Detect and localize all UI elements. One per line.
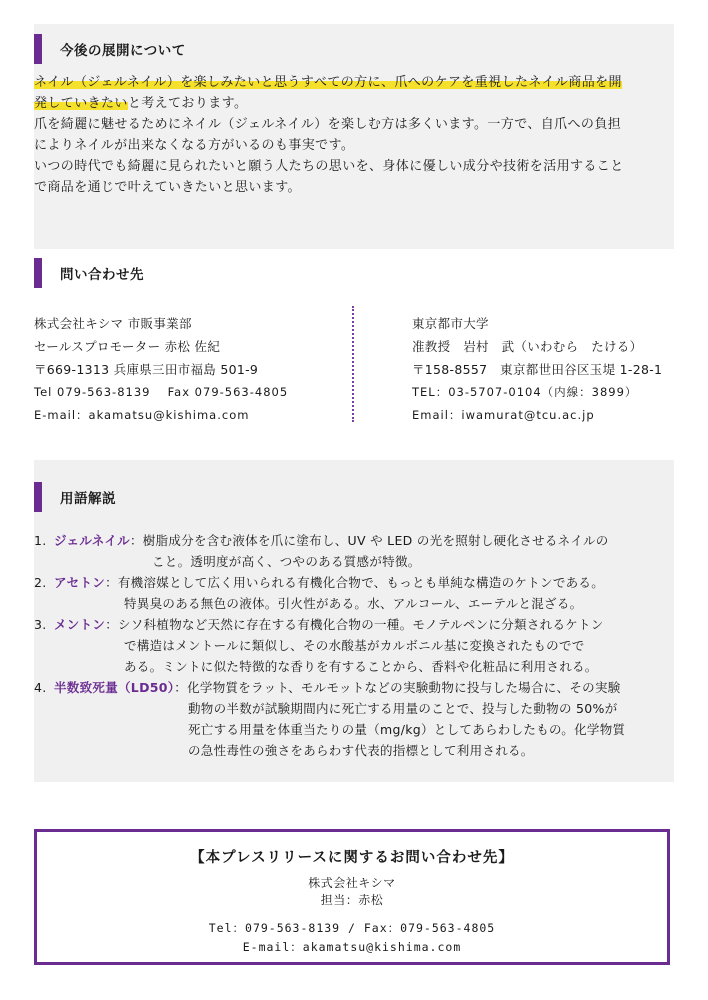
glossary-term: 半数致死量（LD50） bbox=[54, 680, 175, 695]
glossary-def: 特異臭のある無色の液体。引火性がある。水、アルコール、エーテルと混ざる。 bbox=[124, 596, 583, 611]
glossary-def: ：有機溶媒として広く用いられる有機化合物で、もっとも単純な構造のケトンである。 bbox=[105, 575, 605, 590]
glossary-def: 死亡する用量を体重当たりの量（mg/kg）としてあらわしたもの。化学物質 bbox=[188, 722, 626, 737]
glossary-num: 1. bbox=[34, 533, 47, 548]
glossary-heading-row bbox=[34, 482, 116, 512]
inquiry-box bbox=[34, 829, 670, 965]
glossary-num: 4. bbox=[34, 680, 47, 695]
contact-person: セールスプロモーター 赤松 佐紀 bbox=[34, 339, 221, 354]
contact-right bbox=[412, 312, 662, 427]
section-marker bbox=[34, 482, 42, 512]
contact-company: 株式会社キシマ 市販事業部 bbox=[34, 316, 192, 331]
glossary-def: で構造はメントールに類似し、その水酸基がカルボニル基に変換されたものでで bbox=[124, 638, 585, 653]
contact-person: 准教授 岩村 武（いわむら たける） bbox=[412, 339, 643, 354]
glossary-def: ：化学物質をラット、モルモットなどの実験動物に投与した場合に、その実験 bbox=[174, 680, 621, 695]
inquiry-title: 【本プレスリリースに関するお問い合わせ先】 bbox=[190, 850, 514, 866]
glossary-def: こと。透明度が高く、つやのある質感が特徴。 bbox=[152, 554, 421, 569]
contact-phone: TEL：03-5707-0104（内線：3899） bbox=[412, 385, 638, 399]
paragraph-line: で商品を通じで叶えていきたいと思います。 bbox=[34, 180, 301, 195]
glossary-item bbox=[34, 572, 674, 614]
contact-address: 〒158-8557 東京都世田谷区玉堤 1-28-1 bbox=[412, 362, 663, 377]
glossary-heading: 用語解説 bbox=[60, 491, 116, 507]
glossary-def: ：シソ科植物など天然に存在する有機化合物の一種。モノテルペンに分類されるケトン bbox=[105, 617, 604, 632]
glossary-def: ある。ミントに似た特徴的な香りを有することから、香料や化粧品に利用される。 bbox=[124, 659, 598, 674]
glossary-num: 3. bbox=[34, 617, 47, 632]
inquiry-email-link[interactable]: E-mail：akamatsu@kishima.com bbox=[242, 940, 462, 954]
glossary-num: 2. bbox=[34, 575, 47, 590]
paragraph-line: 爪を綺麗に魅せるためにネイル（ジェルネイル）を楽しむ方は多くいます。一方で、自爪への負担 bbox=[34, 117, 622, 132]
development-heading-row bbox=[34, 34, 186, 64]
glossary-item bbox=[34, 530, 674, 572]
section-marker bbox=[34, 34, 42, 64]
glossary-term: アセトン bbox=[54, 575, 106, 590]
development-heading: 今後の展開について bbox=[60, 43, 186, 59]
section-marker bbox=[34, 258, 42, 288]
inquiry-company: 株式会社キシマ bbox=[308, 876, 396, 890]
contact-org: 東京都市大学 bbox=[412, 316, 489, 331]
development-text bbox=[34, 72, 674, 198]
glossary-item bbox=[34, 677, 674, 761]
glossary-term: ジェルネイル bbox=[54, 533, 130, 548]
highlighted-text: 発していきたい bbox=[34, 96, 128, 111]
inquiry-phone-fax: Tel：079-563-8139 / Fax：079-563-4805 bbox=[208, 921, 496, 935]
paragraph-line: いつの時代でも綺麗に見られたいと願う人たちの思いを、身体に優しい成分や技術を活用すること bbox=[34, 159, 624, 174]
contact-divider bbox=[352, 306, 354, 422]
contact-heading-row bbox=[34, 258, 144, 288]
glossary-list bbox=[34, 530, 674, 761]
glossary-def: の急性毒性の強さをあらわす代表的指標として利用される。 bbox=[188, 743, 534, 758]
paragraph-line: によりネイルが出来なくなる方がいるのも事実です。 bbox=[34, 138, 355, 153]
contact-email-link[interactable]: E-mail：akamatsu@kishima.com bbox=[34, 408, 250, 422]
inquiry-person: 担当：赤松 bbox=[320, 893, 384, 907]
glossary-def: 動物の半数が試験期間内に死亡する用量のことで、投与した動物の 50%が bbox=[188, 701, 618, 716]
contact-phone: Tel 079-563-8139 Fax 079-563-4805 bbox=[34, 385, 289, 399]
contact-left bbox=[34, 312, 288, 427]
highlighted-text: ネイル（ジェルネイル）を楽しみたいと思うすべての方に、爪へのケアを重視したネイル商品を開 bbox=[34, 75, 622, 90]
contact-address: 〒669-1313 兵庫県三田市福島 501-9 bbox=[34, 362, 259, 377]
paragraph-text: と考えております。 bbox=[127, 96, 248, 111]
glossary-term: メントン bbox=[54, 617, 106, 632]
glossary-def: ：樹脂成分を含む液体を爪に塗布し、UV や LED の光を照射し硬化させるネイルの bbox=[129, 533, 609, 548]
contact-email-link[interactable]: Email：iwamurat@tcu.ac.jp bbox=[412, 408, 595, 422]
glossary-item bbox=[34, 614, 674, 677]
contact-heading: 問い合わせ先 bbox=[60, 267, 144, 283]
